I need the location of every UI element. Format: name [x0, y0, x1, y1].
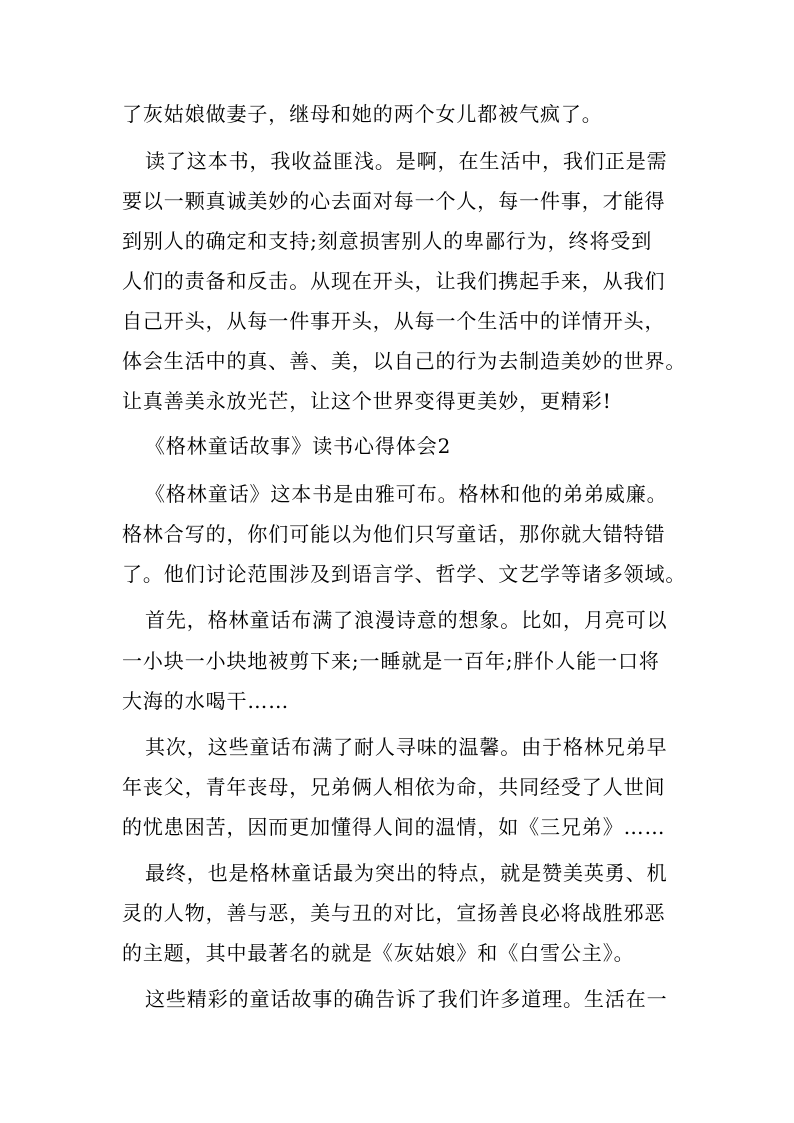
text-line: 最终，也是格林童话最为突出的特点，就是赞美英勇、机 [145, 861, 668, 885]
text-line: 格林合写的，你们可能以为他们只写童话，那你就大错特错 [122, 522, 666, 546]
section-heading: 《格林童话故事》读书心得体会2 [145, 434, 452, 458]
text-line: 要以一颗真诚美妙的心去面对每一个人，每一件事，才能得 [122, 189, 666, 213]
text-line: 年丧父，青年丧母，兄弟俩人相依为命，共同经受了人世间 [122, 775, 666, 799]
text-line: 体会生活中的真、善、美，以自己的行为去制造美妙的世界。 [122, 349, 687, 373]
text-line: 自己开头，从每一件事开头，从每一个生活中的详情开头， [122, 309, 666, 333]
text-line: 的主题，其中最著名的就是《灰姑娘》和《白雪公主》。 [122, 941, 635, 965]
text-line: 首先，格林童话布满了浪漫诗意的想象。比如，月亮可以 [145, 608, 668, 632]
text-line: 灵的人物，善与恶，美与丑的对比，宣扬善良必将战胜邪恶 [122, 901, 666, 925]
text-line: 《格林童话》这本书是由雅可布。格林和他的弟弟威廉。 [145, 482, 668, 506]
text-line: 让真善美永放光芒，让这个世界变得更美妙，更精彩! [122, 389, 612, 413]
text-line: 了。他们讨论范围涉及到语言学、哲学、文艺学等诸多领域。 [122, 562, 687, 586]
text-line: 这些精彩的童话故事的确告诉了我们许多道理。生活在一 [145, 987, 668, 1011]
text-line: 到别人的确定和支持;刻意损害别人的卑鄙行为，终将受到 [122, 229, 653, 253]
text-line: 了灰姑娘做妻子，继母和她的两个女儿都被气疯了。 [122, 102, 603, 126]
text-line: 读了这本书，我收益匪浅。是啊，在生活中，我们正是需 [145, 149, 668, 173]
text-line: 人们的责备和反击。从现在开头，让我们携起手来，从我们 [122, 269, 666, 293]
text-line: 一小块一小块地被剪下来;一睡就是一百年;胖仆人能一口将 [122, 649, 660, 673]
text-line: 的忧患困苦，因而更加懂得人间的温情，如《三兄弟》…… [122, 815, 666, 839]
text-line: 其次，这些童话布满了耐人寻味的温馨。由于格林兄弟早 [145, 735, 668, 759]
text-line: 大海的水喝干…… [122, 689, 290, 713]
